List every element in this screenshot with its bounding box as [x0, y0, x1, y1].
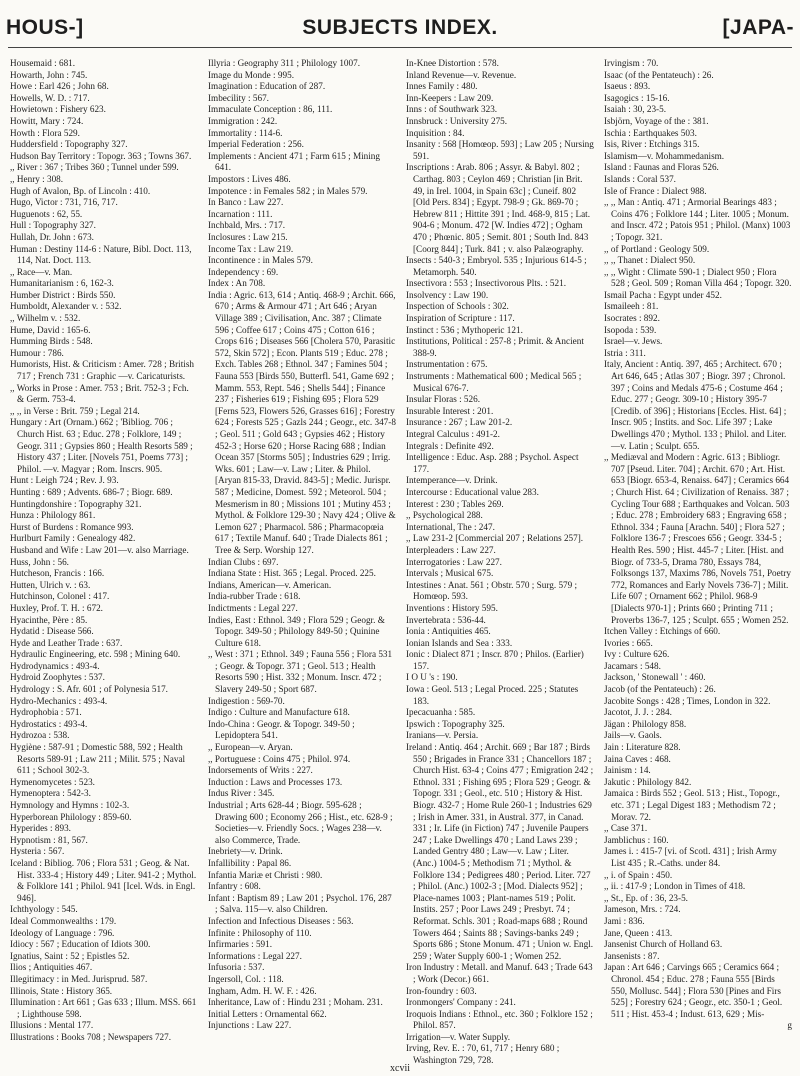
index-entry: Insectivora : 553 ; Insectivorous Plts. : 521.: [406, 278, 566, 289]
index-entry: In Banco : Law 227.: [208, 197, 284, 208]
index-entry: Imbecility : 567.: [208, 92, 269, 103]
index-entry: Humming Birds : 548.: [10, 336, 93, 347]
index-entry: Ideology of Language : 796.: [10, 927, 115, 938]
index-entry: Infinite : Philosophy of 110.: [208, 927, 312, 938]
index-entry: Islands : Coral 537.: [604, 173, 676, 184]
index-entry: ,, ii. : 417-9 ; London in Times of 418.: [604, 881, 746, 892]
index-entry: Hurst of Burdens : Romance 993.: [10, 521, 134, 532]
index-entry: Jami : 836.: [604, 915, 645, 926]
index-entry: Industrial ; Arts 628-44 ; Biogr. 595-628 ; Drawing 600 ; Economy 266 ; Hist., etc. 628-9 ; Societies—v. Friendly Socs. ; Wages 238—v. also Commerce, Trade.: [208, 800, 393, 845]
index-entry: Intervals ; Musical 675.: [406, 568, 494, 579]
index-entry: ,, European—v. Aryan.: [208, 742, 293, 753]
index-entry: Initial Letters : Ornamental 662.: [208, 1008, 327, 1019]
header-rule: [8, 47, 792, 48]
index-entry: ,, Works in Prose : Amer. 753 ; Brit. 752-3 ; Fch. & Germ. 753-4.: [10, 382, 189, 405]
index-entry: Istria : 311.: [604, 347, 646, 358]
index-entry: Hymnology and Hymns : 102-3.: [10, 800, 130, 810]
index-entry: Indiana State : Hist. 365 ; Legal. Proced. 225.: [208, 568, 376, 579]
index-entry: Hydraulic Engineering, etc. 598 ; Mining 640.: [10, 649, 181, 660]
index-entry: Irvingism : 70.: [604, 58, 659, 68]
index-entry: Incarnation : 111.: [208, 208, 273, 219]
index-entry: Ilios ; Antiquities 467.: [10, 962, 93, 973]
index-entry: ,, i. of Spain : 450.: [604, 869, 673, 880]
index-entry: Ironmongers' Company : 241.: [406, 997, 516, 1008]
index-entry: Isle of France : Dialect 988.: [604, 185, 707, 196]
index-entry: Impostors : Lives 486.: [208, 173, 291, 184]
index-entry: Isis, River : Etchings 315.: [604, 139, 700, 150]
index-entry: Hyacinthe, Père : 85.: [10, 614, 88, 625]
index-entry: Interpleaders : Law 227.: [406, 544, 496, 555]
index-entry: Hydatid : Disease 566.: [10, 626, 94, 637]
index-entry: Implements : Ancient 471 ; Farm 615 ; Mining 641.: [208, 150, 380, 173]
index-entry: Imagination : Education of 287.: [208, 81, 326, 92]
index-column-3: [406, 58, 594, 1067]
index-entry: Instruments : Mathematical 600 ; Medical 565 ; Musical 676-7.: [406, 371, 582, 393]
index-entry: India : Agric. 613, 614 ; Antiq. 468-9 ; Archit. 666, 670 ; Arms & Armour 471 ; Art 646 ; Aryan Village 389 ; Civilisation, Anc. 387 ; Climate 596 ; Coffee 617 ; Coins 475 ; Cotton 616 ; Crops 616 ; Diseases 566 [Cholera 570, Parasitic 572, Skin 572] ; Econ. Plants 519 ; Educ. 278 ; Exch. Tables 268 ; Ethnol. 347 ; Famines 504 ; Fauna 553 [Birds 550, Butterfl. 541, Game 692 ; Mamm. 553, Rept. 546 ; Shells 544] ; Finance 237 ; Fisheries 619 ; Fishing 695 ; Flora 529 [Ferns 523, Flowers 526, Grasses 616] ; Forestry 624 ; Forests 525 ; Gazls 244 ; Geogr., etc. 347-8 ; Geol. 511 ; Gold 643 ; Gypsies 462 ; History 452-3 ; Horse 620 ; Horse Racing 688 ; Indian Ocean 357 [Storms 505] ; Industries 629 ; Irrig. Wks. 601 ; Law—v. Law ; Liter. & Philol. [Aryan 815-33, Dravid. 843-5] ; Medic. Jurispr. 587 ; Medicine, Domest. 592 ; Meteorol. 504 ; Mesmerism in 80 ; Missions 101 ; Mutiny 453 ; Mythol. & Folklore 129-30 ; Navy 424 ; Olive & Lemon 627 ; Pharmacol. 586 ; Pharmacopœia 617 ; Textile Manuf. 640 ; Trade Dialects 861 ; Tree & Serp. Worship 127.: [208, 289, 396, 555]
index-entry: Jansenists : 87.: [604, 950, 660, 961]
index-entry: Ivy : Culture 626.: [604, 649, 670, 660]
index-entry: Income Tax : Law 219.: [208, 243, 294, 254]
index-entry: ,, River : 367 ; Tribes 360 ; Tunnel under 599.: [10, 162, 179, 173]
index-entry: Inchbald, Mrs. : 717.: [208, 220, 286, 231]
index-entry: Irving, Rev. E. : 70, 61, 717 ; Henry 680 ; Washington 729, 728.: [406, 1043, 560, 1066]
index-entry: Housemaid : 681.: [10, 58, 76, 68]
index-entry: Jain : Literature 828.: [604, 742, 681, 753]
index-entry: Hypnotism : 81, 567.: [10, 834, 88, 845]
index-entry: Husband and Wife : Law 201—v. also Marriage.: [10, 544, 189, 555]
index-entry: Hudson Bay Territory : Topogr. 363 ; Towns 367.: [10, 150, 192, 161]
index-entry: Ipecacuanha : 585.: [406, 707, 476, 718]
index-entry: Infusoria : 537.: [208, 962, 265, 973]
index-entry: Howth : Flora 529.: [10, 127, 80, 138]
index-entry: Inheritance, Law of : Hindu 231 ; Moham. 231.: [208, 997, 383, 1008]
index-entry: Hutchinson, Colonel : 417.: [10, 591, 110, 602]
index-entry: Hydrozoa : 538.: [10, 730, 70, 741]
index-entry: Intemperance—v. Drink.: [406, 475, 498, 486]
index-entry: Index : An 708.: [208, 278, 266, 289]
index-entry: Inebriety—v. Drink.: [208, 846, 283, 857]
index-entry: Jainism : 14.: [604, 765, 651, 776]
index-entry: Huddersfield : Topography 327.: [10, 139, 128, 150]
index-entry: Iceland : Bibliog. 706 ; Flora 531 ; Geog. & Nat. Hist. 333-4 ; History 449 ; Liter. 941-2 ; Mythol. & Folklore 141 ; Philol. 941 [Icel. Wds. in Engl. 946].: [10, 857, 197, 903]
index-entry: ,, ,, Man : Antiq. 471 ; Armorial Bearings 483 ; Coins 476 ; Folklore 144 ; Liter. 1005 ; Monum. and Inscr. 472 ; Patois 951 ; Philol. (Manx) 1003 ; Topogr. 321.: [604, 197, 791, 242]
index-entry: Image du Monde : 995.: [208, 69, 294, 80]
index-entry: Japan : Art 646 ; Carvings 665 ; Ceramics 664 ; Chronol. 454 ; Educ. 278 ; Fauna 555 [Birds 550, Mollusc. 544] ; Flora 530 [Pines and Firs 525] ; Forestry 624 ; Geogr., etc. 350-1 ; Geol. 511 ; Hist. 453-4 ; Indust. 613, 629 ; Mis-: [604, 962, 783, 1019]
index-entry: Jacobite Songs : 428 ; Times, London in 322.: [604, 695, 771, 706]
index-entry: Jakutic : Philology 842.: [604, 776, 692, 787]
page-number: xcvii: [390, 1063, 410, 1074]
index-entry: Isopoda : 539.: [604, 324, 657, 335]
index-entry: Huss, John : 56.: [10, 556, 69, 567]
index-entry: ,, Portuguese : Coins 475 ; Philol. 974.: [208, 753, 351, 764]
index-entry: Imperial Federation : 256.: [208, 139, 304, 150]
index-entry: Humber District : Birds 550.: [10, 289, 116, 300]
index-entry: Infant : Baptism 89 ; Law 201 ; Psychol. 176, 287 ; Salva. 115—v. also Children.: [208, 892, 392, 915]
index-entry: Islamism—v. Mohammedanism.: [604, 150, 725, 161]
index-entry: ,, of Portland : Geology 509.: [604, 243, 710, 254]
index-entry: Intercourse : Educational value 283.: [406, 486, 539, 497]
index-entry: Iowa : Geol. 513 ; Legal Proced. 225 ; Statutes 183.: [406, 684, 579, 706]
index-entry: Insanity : 568 [Homœop. 593] ; Law 205 ; Nursing 591.: [406, 139, 594, 161]
index-entry: Jane, Queen : 413.: [604, 927, 673, 938]
index-entry: Immaculate Conception : 86, 111.: [208, 104, 333, 115]
index-entry: Instinct : 536 ; Mythoperic 121.: [406, 324, 523, 335]
index-entry: Hydrostatics : 493-4.: [10, 718, 88, 729]
index-entry: Jägan : Philology 858.: [604, 718, 687, 729]
index-entry: Hungary : Art (Ornam.) 662 ; 'Bibliog. 706 ; Church Hist. 63 ; Educ. 278 ; Folklore, 149 ; Geogr. 311 ; Gypsies 860 ; Health Resorts 589 ; History 437 ; Liter. [Novels 751, Poems 773] ; Philol. —v. Magyar ; Rom. Inscrs. 905.: [10, 417, 193, 474]
index-entry: I O U 's : 190.: [406, 672, 458, 683]
index-entry: Hugo, Victor : 731, 716, 717.: [10, 197, 118, 208]
index-entry: Inclosures : Law 215.: [208, 231, 288, 242]
index-entry: Indus River : 345.: [208, 788, 275, 799]
index-entry: Integral Calculus : 491-2.: [406, 429, 500, 439]
index-entry: Hull : Topography 327.: [10, 220, 96, 231]
index-entry: ,, ,, Thanet : Dialect 950.: [604, 255, 696, 266]
index-entry: ,, Race—v. Man.: [10, 266, 73, 277]
index-entry: Inspiration of Scripture : 117.: [406, 313, 515, 324]
index-columns: [10, 58, 792, 1066]
index-entry: Ionic : Dialect 871 ; Inscr. 870 ; Philos. (Earlier) 157.: [406, 649, 584, 671]
index-entry: ,, Henry : 308.: [10, 173, 64, 184]
index-entry: Ideal Commonwealths : 179.: [10, 915, 117, 926]
index-entry: Jameson, Mrs. : 724.: [604, 904, 681, 915]
index-entry: ,, Case 371.: [604, 823, 648, 834]
index-entry: Israel—v. Jews.: [604, 336, 663, 347]
index-entry: Isaac (of the Pentateuch) : 26.: [604, 69, 714, 80]
index-entry: Illusions : Mental 177.: [10, 1020, 94, 1031]
index-entry: Independency : 69.: [208, 266, 279, 277]
index-entry: Infallibility : Papal 86.: [208, 857, 292, 868]
index-column-4: [604, 58, 792, 1067]
index-entry: Infantry : 608.: [208, 881, 261, 892]
index-entry: Hume, David : 165-6.: [10, 324, 91, 335]
index-entry: Ichthyology : 545.: [10, 904, 78, 915]
index-entry: Ivories : 665.: [604, 637, 653, 648]
index-entry: Invertebrata : 536-44.: [406, 614, 486, 625]
index-entry: Hyperborean Philology : 859-60.: [10, 811, 132, 822]
page-header: [6, 6, 794, 40]
index-entry: Inscriptions : Arab. 806 ; Assyr. & Babyl. 802 ; Carthag. 803 ; Ceylon 469 ; Christian [in Brit. 49, in Irel. 1004, in Spain 63c] ; Cuneif. 802 [Old Pers. 834] ; Egypt. 798-9 ; Gk. 869-70 ; Hebrew 811 ; Hittite 391 ; Ind. 468-9, 815 ; Lat. 904-6 ; Monum. 472 [W. Indies 472] ; Ogham 470 ; Phœnic. 805 ; Semit. 801 ; South Ind. 843 [Coorg 844] ; Turk. 841 ; v. also Palæography.: [406, 162, 590, 254]
index-entry: Intelligence : Educ. Asp. 288 ; Psychol. Aspect 177.: [406, 452, 579, 474]
index-entry: Ingersoll, Col. : 118.: [208, 973, 284, 984]
index-entry: Huxley, Prof. T. H. : 672.: [10, 602, 103, 613]
index-entry: Huntingdonshire : Topography 321.: [10, 498, 142, 509]
index-entry: Isbjörn, Voyage of the : 381.: [604, 115, 709, 126]
index-entry: Howitt, Mary : 724.: [10, 115, 84, 126]
index-entry: Ipswich : Topography 325.: [406, 718, 505, 729]
index-entry: Hutten, Ulrich v. : 63.: [10, 579, 91, 590]
index-entry: Hymenoptera : 542-3.: [10, 788, 91, 799]
index-entry: ,, ,, Wight : Climate 590-1 ; Dialect 950 ; Flora 528 ; Geol. 509 ; Roman Villa 464 ; Topogr. 320.: [604, 266, 792, 289]
index-entry: Ionia : Antiquities 465.: [406, 626, 491, 637]
header-right: [JAPA-: [722, 16, 794, 39]
index-entry: Ingham, Adm. H. W. F. : 426.: [208, 985, 317, 996]
index-entry: Immigration : 242.: [208, 115, 278, 126]
index-entry: Hullah, Dr. John : 673.: [10, 231, 94, 242]
index-entry: Itchen Valley : Etchings of 660.: [604, 626, 721, 637]
index-entry: Ismaileeh : 81.: [604, 301, 659, 312]
index-entry: Hutcheson, Francis : 166.: [10, 568, 105, 579]
index-entry: Illumination : Art 661 ; Gas 633 ; Illum. MSS. 661 ; Lighthouse 598.: [10, 997, 197, 1019]
index-entry: Indigestion : 569-70.: [208, 695, 285, 706]
index-entry: Inquisition : 84.: [406, 127, 465, 138]
index-entry: Insects : 540-3 ; Embryol. 535 ; Injurious 614-5 ; Metamorph. 540.: [406, 255, 587, 277]
index-entry: Illinois, State : History 365.: [10, 985, 113, 996]
index-entry: Indigo : Culture and Manufacture 618.: [208, 707, 350, 718]
index-entry: Howells, W. D. : 717.: [10, 92, 90, 103]
index-entry: Innes Family : 480.: [406, 81, 478, 92]
index-entry: Insular Floras : 526.: [406, 394, 481, 405]
index-entry: Innsbruck : University 275.: [406, 115, 508, 126]
index-entry: Infirmaries : 591.: [208, 939, 273, 950]
index-entry: Hydroid Zoophytes : 537.: [10, 672, 105, 683]
index-entry: Hydro-Mechanics : 493-4.: [10, 695, 108, 706]
index-entry: Infantia Mariæ et Christi : 980.: [208, 869, 323, 880]
index-entry: ,, Psychological 288.: [406, 510, 483, 521]
index-entry: Illyria : Geography 311 ; Philology 1007.: [208, 58, 361, 68]
index-entry: Hugh of Avalon, Bp. of Lincoln : 410.: [10, 185, 151, 196]
index-entry: ,, Law 231-2 [Commercial 207 ; Relations 257].: [406, 533, 584, 544]
index-entry: Injunctions : Law 227.: [208, 1020, 292, 1031]
index-entry: Humour : 786.: [10, 347, 64, 358]
index-entry: Indictments : Legal 227.: [208, 602, 298, 613]
index-entry: Howietown : Fishery 623.: [10, 104, 106, 115]
index-entry: Hunza : Philology 861.: [10, 510, 96, 521]
index-entry: Jamaica : Birds 552 ; Geol. 513 ; Hist., Topogr., etc. 371 ; Legal Digest 183 ; Methodism 72 ; Morav. 72.: [604, 788, 780, 822]
index-entry: Indo-China : Geogr. & Topogr. 349-50 ; Lepidoptera 541.: [208, 718, 355, 741]
index-entry: Illustrations : Books 708 ; Newspapers 727.: [10, 1031, 172, 1042]
index-entry: Informations : Legal 227.: [208, 950, 302, 961]
index-entry: Inventions : History 595.: [406, 602, 498, 613]
index-entry: Hygiène : 587-91 ; Domestic 588, 592 ; Health Resorts 589-91 ; Law 211 ; Milit. 575 ; Naval 611 ; School 302-3.: [10, 742, 186, 776]
index-entry: Inn-Keepers : Law 209.: [406, 92, 494, 103]
index-entry: Insurance : 267 ; Law 201-2.: [406, 417, 513, 428]
index-entry: In-Knee Distortion : 578.: [406, 58, 499, 68]
index-entry: Induction : Laws and Processes 173.: [208, 776, 343, 787]
index-entry: Jansenist Church of Holland 63.: [604, 939, 723, 950]
index-entry: Island : Faunas and Floras 526.: [604, 162, 719, 173]
index-entry: James i. : 415-7 [vi. of Scotl. 431] ; Irish Army List 435 ; R.-Caths. under 84.: [604, 846, 777, 868]
index-entry: Italy, Ancient : Antiq. 397, 465 ; Architect. 670 ; Art 646, 645 ; Atlas 307 ; Biogr. 397 ; Chronol. 397 ; Coins and Medals 475-6 ; Costume 464 ; Educ. 277 ; Geogr. 309-10 ; History 395-7 [Credib. of 396] ; Historians [Eccles. Hist. 64] ; Inscr. 905 ; Instits. and Soc. Life 397 ; Lake Dwellings 470 ; Mythol. 133 ; Philol. and Liter.—v. Latin ; Sculpt. 655.: [604, 359, 787, 451]
index-entry: Hurlburt Family : Genealogy 482.: [10, 533, 136, 544]
index-entry: Immortality : 114-6.: [208, 127, 283, 138]
index-entry: Humanitarianism : 6, 162-3.: [10, 278, 114, 289]
index-entry: Isaeus : 893.: [604, 81, 651, 92]
index-entry: Huguenots : 62, 55.: [10, 208, 83, 219]
header-title: SUBJECTS INDEX.: [302, 16, 498, 39]
index-entry: Insolvency : Law 190.: [406, 289, 489, 300]
index-entry: Iron-foundry : 603.: [406, 985, 477, 996]
index-entry: Hydrodynamics : 493-4.: [10, 660, 100, 671]
index-entry: Illegitimacy : in Med. Jurisprud. 587.: [10, 973, 148, 984]
index-entry: Howe : Earl 426 ; John 68.: [10, 81, 109, 92]
index-entry: Interrogatories : Law 227.: [406, 556, 502, 567]
signature-mark: g: [787, 1020, 792, 1031]
index-entry: ,, ,, in Verse : Brit. 759 ; Legal 214.: [10, 405, 140, 416]
index-entry: Instrumentation : 675.: [406, 359, 488, 370]
index-entry: Jacob (of the Pentateuch) : 26.: [604, 684, 716, 695]
index-entry: Ionian Islands and Sea : 333.: [406, 637, 513, 648]
index-entry: International, The : 247.: [406, 521, 495, 532]
index-entry: India-rubber Trade : 618.: [208, 591, 301, 602]
index-entry: Jacotot, J. J. : 284.: [604, 707, 672, 718]
index-entry: Incontinence : in Males 579.: [208, 255, 313, 266]
index-entry: Jacamars : 548.: [604, 660, 661, 671]
index-entry: Inns : of Southwark 323.: [406, 104, 498, 115]
index-entry: ,, Wilhelm v. : 532.: [10, 313, 81, 324]
index-entry: Intestines : Anat. 561 ; Obstr. 570 ; Surg. 579 ; Homœop. 593.: [406, 579, 578, 602]
index-entry: Hunting : 689 ; Advents. 686-7 ; Biogr. 689.: [10, 486, 173, 497]
index-entry: Ireland : Antiq. 464 ; Archit. 669 ; Bar 187 ; Birds 550 ; Brigades in France 331 ; Chancellors 187 ; Church Hist. 63-4 ; Coins 477 ; Emigration 242 ; Ethnol. 331 ; Fishing 695 ; Flora 529 ; Geogr. & Topogr. 331 ; Geol., etc. 510 ; History & Hist. Biogr. 432-7 ; Home Rule 260-1 ; Industries 629 ; Irish in Amer. 331, in Austral. 377, in Canad. 331 ; Ir. Life (in Fiction) 747 ; Juvenile Paupers 247 ; Lake Dwellings 470 ; Land Laws 239 ; Landed Gentry 480 ; Law—v. Law ; Liter. (Anc.) 1004-5 ; Methodism 71 ; Mythol. & Folklore 134 ; Pedigrees 480 ; Period. Liter. 727 ; Philol. (Anc.) 1002-3 ; [Mod. Dialects 952] ; Place-names 1003 ; Plant-names 519 ; Polit. Instits. 257 ; Poor Laws 249 ; Presbyt. 74 ; Reformat. Schls. 301 ; Road-maps 688 ; Round Towers 464 ; Saints 88 ; Savings-banks 249 ; Sports 686 ; Stone Monum. 471 ; Union w. Engl. 259 ; Water Supply 600-1 ; Women 252.: [406, 742, 594, 961]
index-entry: Ischia : Earthquakes 503.: [604, 127, 697, 138]
index-entry: Jackson, ' Stonewall ' : 460.: [604, 672, 706, 683]
index-entry: Isaiah : 30, 23-5.: [604, 104, 667, 115]
index-entry: Hydrophobia : 571.: [10, 707, 82, 718]
index-entry: Ignatius, Saint : 52 ; Epistles 52.: [10, 950, 130, 961]
index-entry: Isagogics : 15-16.: [604, 92, 670, 103]
index-entry: Iron Industry : Metall. and Manuf. 643 ; Trade 643 ; Work (Decor.) 661.: [406, 962, 593, 984]
index-entry: Integrals : Definite 492.: [406, 440, 494, 451]
index-entry: ,, St., Ep. of : 36, 23-5.: [604, 892, 688, 903]
index-entry: Jails—v. Gaols.: [604, 730, 662, 741]
index-entry: Howarth, John : 745.: [10, 69, 88, 80]
index-column-2: [208, 58, 396, 1067]
index-entry: Jamblichus : 160.: [604, 834, 669, 845]
index-entry: Insurable Interest : 201.: [406, 405, 494, 416]
index-entry: Hysteria : 567.: [10, 846, 65, 857]
index-entry: Hunt : Leigh 724 ; Rev. J. 93.: [10, 475, 119, 486]
index-entry: Impotence : in Females 582 ; in Males 579.: [208, 185, 368, 196]
index-entry: Inspection of Schools : 302.: [406, 301, 509, 312]
index-entry: Isocrates : 892.: [604, 313, 660, 324]
index-entry: Ismail Pacha : Egypt under 452.: [604, 289, 722, 300]
index-entry: Indorsements of Writs : 227.: [208, 765, 313, 776]
index-entry: Interest : 230 ; Tables 269.: [406, 498, 504, 509]
index-entry: Hyperides : 893.: [10, 823, 71, 834]
index-entry: Human : Destiny 114-6 : Nature, Bibl. Doct. 113, 114, Nat. Doct. 113.: [10, 243, 192, 266]
index-entry: Iroquois Indians : Ethnol., etc. 360 ; Folklore 152 ; Philol. 857.: [406, 1008, 593, 1031]
index-column-1: [10, 58, 198, 1067]
index-entry: Irrigation—v. Water Supply.: [406, 1031, 511, 1042]
index-entry: ,, West : 371 ; Ethnol. 349 ; Fauna 556 ; Flora 531 ; Geogr. & Topogr. 371 ; Geol. 513 ; Health Resorts 590 ; Hist. 332 ; Monum. Inscr. 472 ; Slavery 249-50 ; Sport 687.: [208, 649, 393, 695]
index-entry: Idiocy : 567 ; Education of Idiots 300.: [10, 939, 151, 950]
index-entry: Hydrology : S. Afr. 601 ; of Polynesia 517.: [10, 684, 168, 695]
index-entry: ,, Mediæval and Modern : Agric. 613 ; Bibliogr. 707 [Pseud. Liter. 704] ; Archit. 670 ; Art. Hist. 653 [Biogr. 653-4, Renaiss. 647] ; Ceramics 664 ; Church Hist. 64 ; Civilization of Renaiss. 387 ; Cycling Tour 688 ; Earthquakes and Volcan. 503 ; Educ. 278 ; Embroidery 683 ; Engraving 658 ; Ethnol. 334 ; Fauna [Arachn. 540] ; Flora 527 ; Folklore 136-7 ; Frescoes 656 ; Geogr. 334-5 ; Health Res. 590 ; Hist. 445-7 ; Liter. [Hist. and Biogr. of 733-5, Drama 780, Essays 784, Folksongs 137, Maxims 786, Novels 751, Poetry 772, Romances and Early Novels 736-7] ; Milit. Life 607 ; Ornament 662 ; Philol. 968-9 [Dialects 970-1] ; Prints 660 ; Printing 711 ; Proverbs 136-7, 125 ; Sculpt. 655 ; Women 252.: [604, 452, 791, 625]
index-entry: Humorists, Hist. & Criticism : Amer. 728 ; British 717 ; French 731 : Graphic —v. Caricaturists.: [10, 359, 195, 382]
index-entry: Iranians—v. Persia.: [406, 730, 479, 741]
index-entry: Hymenomycetes : 523.: [10, 776, 95, 787]
index-entry: Humboldt, Alexander v. : 532.: [10, 301, 122, 312]
index-entry: Indians, American—v. American.: [208, 579, 332, 590]
index-entry: Inland Revenue—v. Revenue.: [406, 69, 517, 80]
index-entry: Indies, East : Ethnol. 349 ; Flora 529 ; Geogr. & Topogr. 349-50 ; Philology 849-50 ; Quinine Culture 618.: [208, 614, 385, 648]
index-entry: Institutions, Political : 257-8 ; Primit. & Ancient 388-9.: [406, 336, 584, 358]
header-left: HOUS-]: [6, 16, 84, 39]
index-entry: Indian Clubs : 697.: [208, 556, 279, 567]
index-entry: Infection and Infectious Diseases : 563.: [208, 915, 354, 926]
index-entry: Jaina Caves : 468.: [604, 753, 671, 764]
index-entry: Hyde and Leather Trade : 637.: [10, 637, 123, 648]
